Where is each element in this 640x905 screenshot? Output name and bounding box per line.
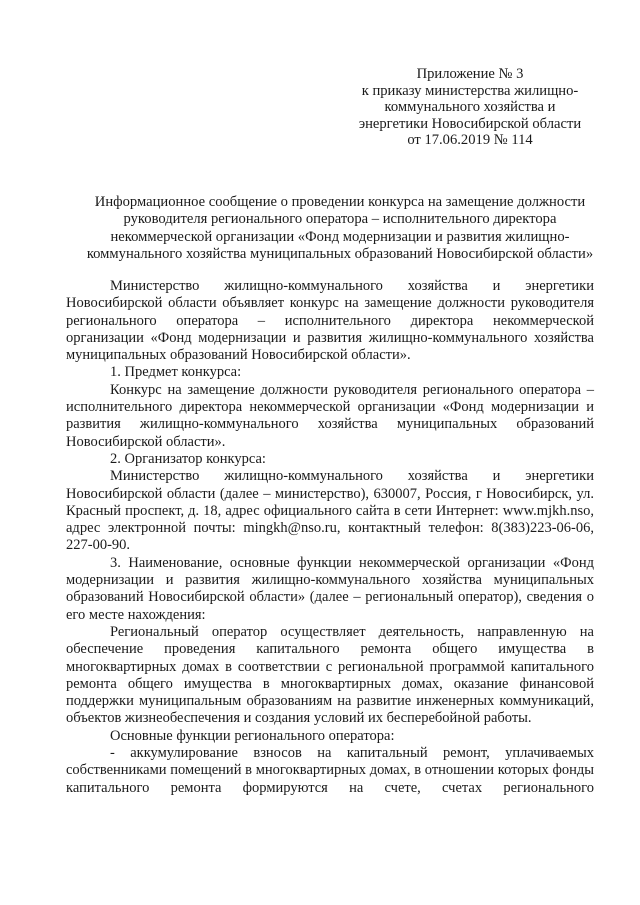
- functions-heading: Основные функции регионального оператора:: [110, 727, 395, 744]
- appendix-date: от 17.06.2019 № 114: [407, 132, 533, 149]
- appendix-order-ref-2: коммунального хозяйства и: [384, 99, 556, 116]
- title-line: Информационное сообщение о проведении конкурса на замещение должности: [94, 194, 586, 210]
- appendix-ministry: энергетики Новосибирской области: [358, 115, 582, 132]
- operator-activity-paragraph: Региональный оператор осуществляет деятельность, направленную на обеспечение проведения капитального ремонта общего имущества в многоквартирных домах в соответствии с региональной программой капитального ремонта общего имущества в многоквартирных домах, оказание финансовой поддержки муниципальным образованиям на развитие инженерных коммуникаций, объектов жизнеобеспечения и создания условий их бесперебойной работы.: [66, 623, 594, 727]
- document-title: [60, 194, 620, 263]
- document-body: [66, 278, 594, 797]
- section-heading-subject: 1. Предмет конкурса:: [110, 364, 242, 381]
- appendix-number: Приложение № 3: [416, 66, 524, 82]
- function-item: - аккумулирование взносов на капитальный ремонт, уплачиваемых собственниками помещений в многоквартирных домах, в отношении которых фонды капитального ремонта формируются на счете, счетах регионального: [66, 745, 594, 796]
- appendix-header: [340, 66, 600, 149]
- title-line: некоммерческой организации «Фонд модернизации и развития жилищно-: [110, 228, 570, 245]
- appendix-order-ref: к приказу министерства жилищно-: [361, 82, 579, 99]
- organizer-paragraph: Министерство жилищно-коммунального хозяйства и энергетики Новосибирской области (далее – министерство), 630007, Россия, г Новосибирск, ул. Красный проспект, д. 18, адрес официального сайта в сети Интернет: www.mjkh.nso, адрес электронной почты: mingkh@nso.ru, контактный телефон: 8(383)223-06-06, 227-00-90.: [66, 468, 594, 554]
- subject-paragraph: Конкурс на замещение должности руководителя регионального оператора – исполнительного директора некоммерческой организации «Фонд модернизации и развития жилищно-коммунального хозяйства муниципальных образований Новосибирской области».: [66, 381, 594, 450]
- intro-paragraph: Министерство жилищно-коммунального хозяйства и энергетики Новосибирской области объявляет конкурс на замещение должности руководителя регионального оператора – исполнительного директора некоммерческой организации «Фонд модернизации и развития жилищно-коммунального хозяйства муниципальных образований Новосибирской области».: [66, 278, 594, 364]
- section-heading-functions: 3. Наименование, основные функции некоммерческой организации «Фонд модернизации и развития жилищно-коммунального хозяйства муниципальных образований Новосибирской области» (далее – региональный оператор), сведения о его месте нахождения:: [66, 554, 594, 623]
- section-heading-organizer: 2. Организатор конкурса:: [110, 450, 266, 467]
- title-line: руководителя регионального оператора – исполнительного директора: [123, 211, 557, 228]
- title-line: коммунального хозяйства муниципальных образований Новосибирской области»: [86, 245, 594, 262]
